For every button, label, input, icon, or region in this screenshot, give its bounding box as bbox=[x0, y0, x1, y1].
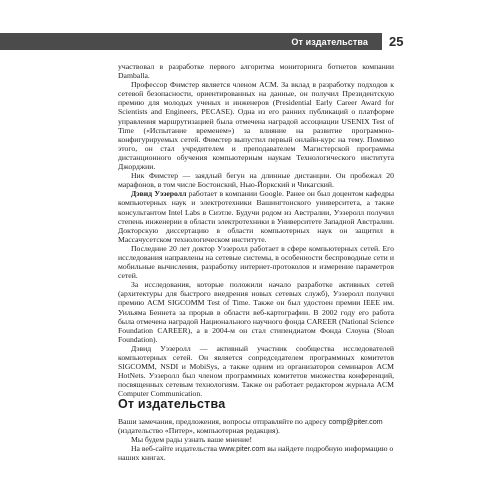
paragraph bbox=[118, 417, 394, 435]
paragraph-text: Ваши замечания, предложения, вопросы отправляйте по адресу bbox=[118, 417, 329, 426]
paragraph: Дэвид Уэзеролл — активный участник сообщества исследователей компьютерных сетей. Он является сопредседателем программных комитетов SIGCOMM, NSDI и MobiSys, а также одним из организаторов семинаров ACM HotNets. Уэзеролл был членом программных комитетов множества конференций, посвященных сетевым технологиям. Также он работает редактором журнала ACM Computer Communication. bbox=[118, 343, 394, 399]
running-header bbox=[0, 33, 382, 50]
main-text bbox=[118, 62, 394, 398]
paragraph: Ник Фимстер — заядлый бегун на длинные дистанции. Он пробежал 20 марафонов, в том числе Бостонский, Нью-Йоркский и Чикагский. bbox=[118, 171, 394, 190]
paragraph: Профессор Фимстер является членом ACM. За вклад в разработку подходов к сетевой безопасности, ориентированных на данные, он получил Президентскую премию для молодых ученых и инженеров (Presidential Early Career Award for Scientists and Engineers, PECASE). Одна из его ранних публикаций о платформе управления маршрутизацией была отмечена наградой ассоциации USENIX Test of Time («Испытание временем») за влияние на развитие программно-конфигурируемых сетей. Фимстер выпустил первый онлайн-курс на тему. Помимо этого, он стал учредителем и преподавателем Магистерской программы дистанционного обучения компьютерным наукам Технологического института Джорджии. bbox=[118, 80, 394, 172]
section-heading: От издательства bbox=[118, 397, 226, 411]
paragraph bbox=[118, 189, 394, 244]
paragraph-text: работает в компании Google. Ранее он был доцентом кафедры компьютерных наук и электротехники Вашингтонского университета, а также консультантом Intel Labs в Сиэтле. Будучи родом из Австралии, Уэзеролл получил степень инженерии в области электротехники в Университете Западной Австралии. Докторскую диссертацию в области компьютерных наук он защитил в Массачусетском технологическом институте. bbox=[118, 189, 394, 244]
paragraph bbox=[118, 444, 394, 462]
author-name: Дэвид Уэзеролл bbox=[131, 189, 187, 199]
paragraph-text: вы найдете подробную информацию о наших книгах. bbox=[118, 444, 394, 463]
paragraph: За исследования, которые положили начало разработке активных сетей (архитектуры для быстрого внедрения новых сетевых служб), Уэзеролл получил премию ACM SIGCOMM Test of Time. Также он был удостоен премии IEEE им. Уильяма Беннета за прорыв в области веб-картографии. В 2002 году его работа была отмечена наградой Национального научного фонда CAREER (National Science Foundation CAREER), а в 2004-м он стал стипендиатом Фонда Слоуна (Sloan Foundation). bbox=[118, 280, 394, 344]
paragraph: Последние 20 лет доктор Уэзеролл работает в сфере компьютерных сетей. Его исследования направлены на сетевые системы, в особенности беспроводные сети и мобильные вычисления, разработку интернет-протоколов и измерение параметров сетей. bbox=[118, 243, 394, 281]
paragraph-text: (издательство «Питер», компьютерная редакция). bbox=[118, 426, 280, 436]
paragraph: участвовал в разработке первого алгоритма мониторинга ботнетов компании Damballa. bbox=[118, 62, 394, 81]
paragraph-text: На веб-сайте издательства bbox=[131, 444, 219, 454]
email-link[interactable]: comp@piter.com bbox=[328, 417, 383, 426]
website-link[interactable]: www.piter.com bbox=[218, 444, 266, 454]
page-number: 25 bbox=[389, 34, 404, 49]
section-body bbox=[118, 417, 394, 462]
running-header-title: От издательства bbox=[291, 36, 368, 47]
paragraph: Мы будем рады узнать ваше мнение! bbox=[131, 435, 253, 445]
